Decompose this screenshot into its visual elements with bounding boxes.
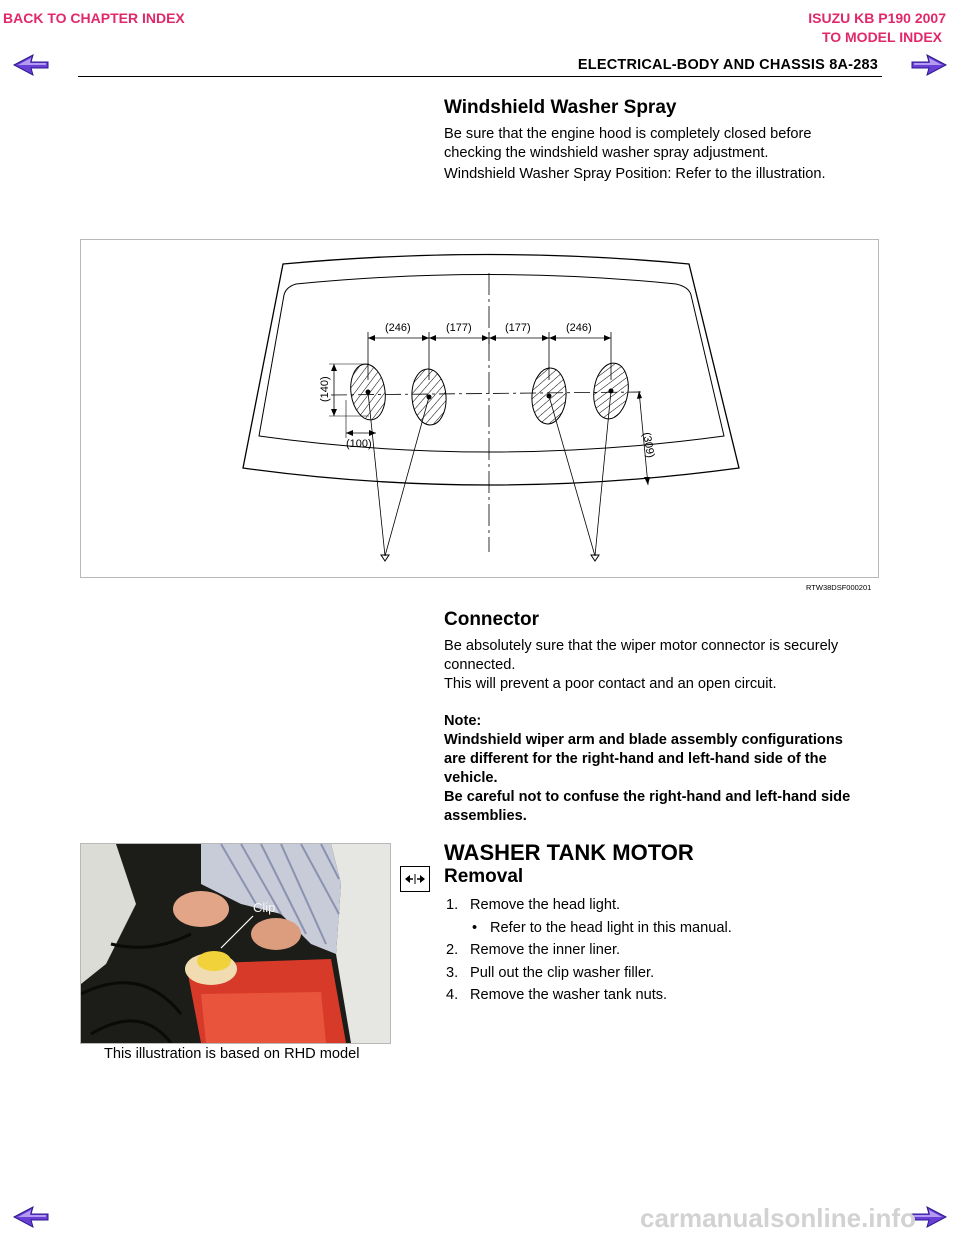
windshield-diagram-svg [81,240,878,577]
dim-177-left: (177) [446,322,472,334]
removal-subheading: Removal [444,866,524,887]
windshield-spray-diagram [80,239,879,578]
note-line4: Be careful not to confuse the right-hand and left-hand side [444,789,851,805]
connector-line2: connected. [444,657,516,673]
washer-spray-para1-line1: Be sure that the engine hood is completely closed before [444,126,812,142]
watermark: carmanualsonline.info [640,1203,916,1233]
page-header-title: ELECTRICAL-BODY AND CHASSIS 8A-283 [577,57,878,73]
connector-line3: This will prevent a poor contact and an open circuit. [444,676,777,692]
note-line1: Windshield wiper arm and blade assembly configurations [444,732,843,748]
windshield-inner-edge [259,275,724,453]
removal-steps-list [446,894,732,1007]
model-title: ISUZU KB P190 2007 [808,10,946,26]
header-rule [78,76,882,77]
washer-spray-para2: Windshield Washer Spray Position: Refer to the illustration. [444,166,826,182]
previous-page-arrow-icon[interactable] [13,54,49,76]
washer-spray-para1-line2: checking the windshield washer spray adjustment. [444,145,769,161]
step-4: 4. Remove the washer tank nuts. [446,987,668,1003]
bottom-previous-page-arrow-icon[interactable] [13,1206,49,1228]
washer-tank-photo [80,843,391,1044]
washer-spray-heading: Windshield Washer Spray [444,97,677,118]
removal-arrows-icon [400,866,430,892]
connector-line1: Be absolutely sure that the wiper motor connector is securely [444,638,839,654]
note-label: Note: [444,713,482,729]
back-to-chapter-index-link[interactable]: BACK TO CHAPTER INDEX [3,10,185,26]
washer-tank-photo-illustration [81,844,390,1043]
note-line2: are different for the right-hand and left-hand side of the [444,751,827,767]
dim-140: (140) [319,376,331,402]
step-1: 1. Remove the head light. [446,897,621,913]
note-line3: vehicle. [444,770,498,786]
step-2: 2. Remove the inner liner. [446,942,621,958]
figure-code: RTW38DSF000201 [806,583,872,592]
dim-177-right: (177) [505,322,531,334]
clip-label: Clip [253,900,276,915]
bottom-next-page-arrow-icon[interactable] [911,1206,947,1228]
dim-246-left: (246) [385,322,411,334]
next-page-arrow-icon[interactable] [911,54,947,76]
washer-tank-heading: WASHER TANK MOTOR [444,840,694,865]
dim-246-right: (246) [566,322,592,334]
dim-309: (309) [640,431,657,459]
to-model-index-link[interactable]: TO MODEL INDEX [821,29,942,45]
windshield-outer-edge [243,255,739,486]
photo-caption: This illustration is based on RHD model [104,1046,360,1062]
step-3: 3. Pull out the clip washer filler. [446,964,655,981]
note-line5: assemblies. [444,808,527,824]
connector-heading: Connector [444,609,539,630]
dim-100: (100) [346,438,372,450]
step-1-bullet: • Refer to the head light in this manual. [472,919,732,936]
